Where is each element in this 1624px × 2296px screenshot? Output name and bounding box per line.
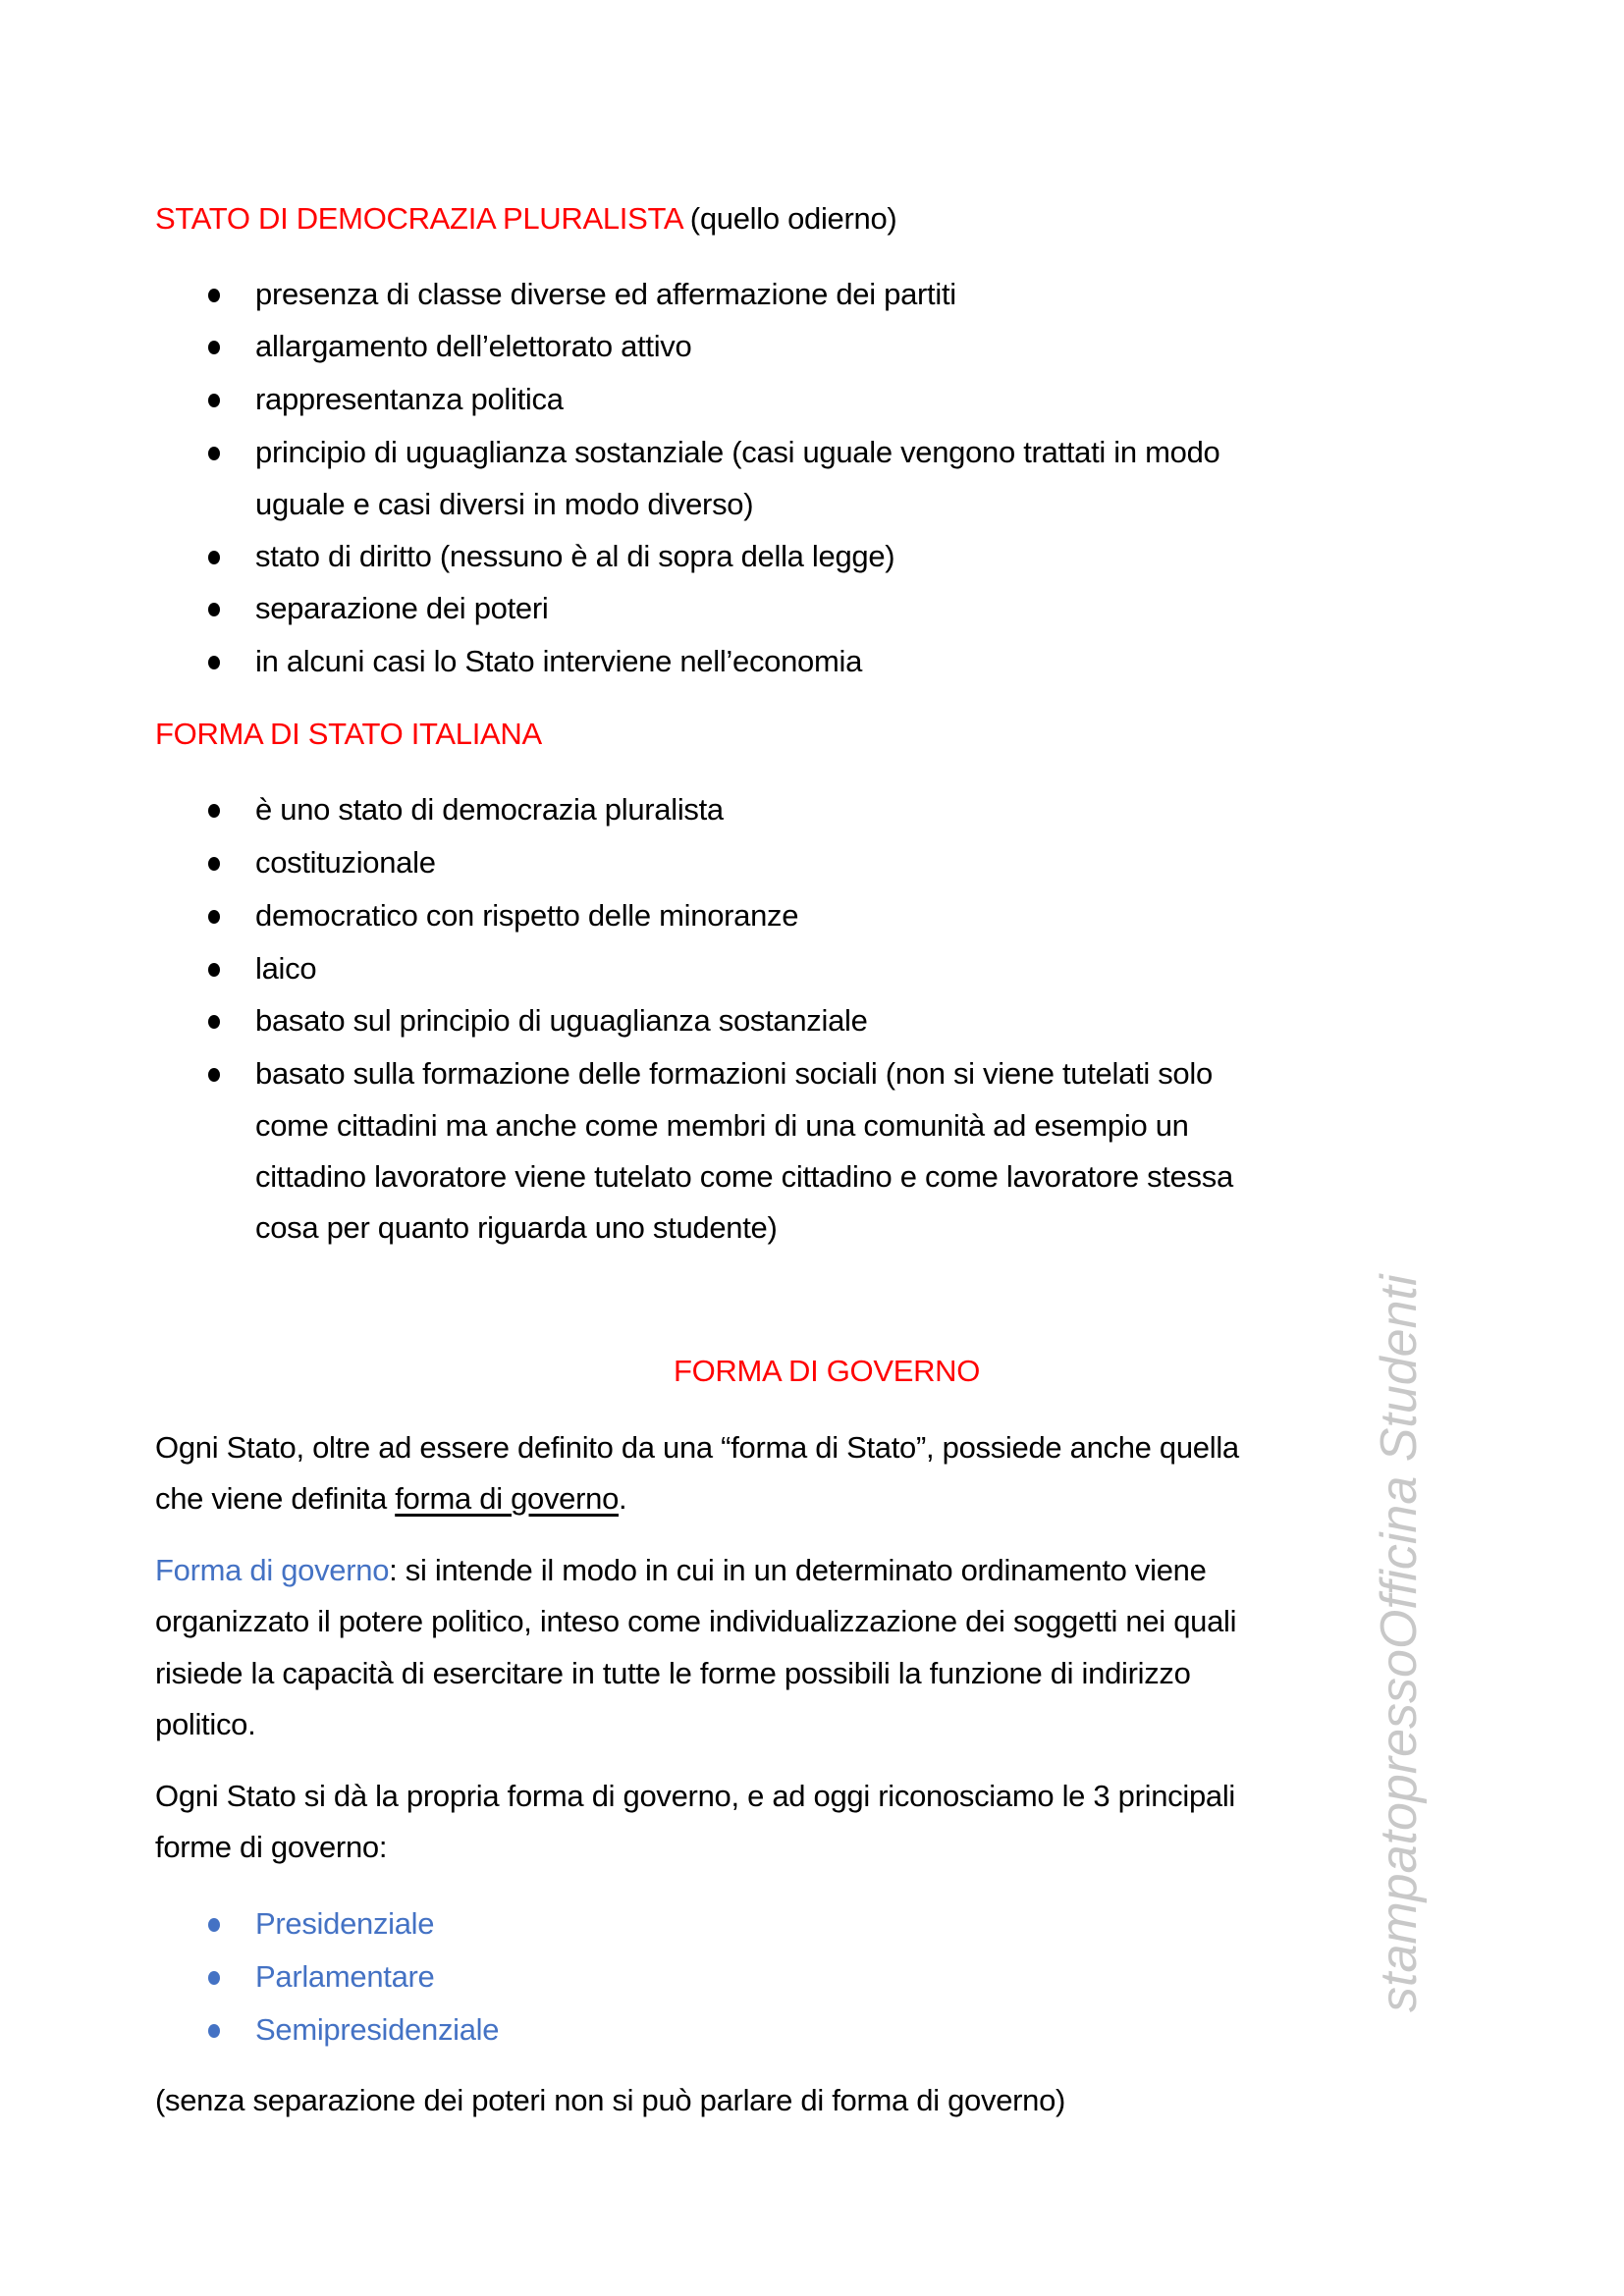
list-item-text: cittadino lavoratore viene tutelato come cittadino e come lavoratore stessa	[255, 1159, 1233, 1194]
list-item-text: basato sulla formazione delle formazioni sociali (non si viene tutelati solo	[255, 1056, 1213, 1091]
section-heading-forma-stato-italiana: FORMA DI STATO ITALIANA	[155, 717, 542, 751]
watermark: stampatopressoOfficina Studenti	[1371, 1274, 1428, 2012]
definition-line	[155, 1551, 1207, 1590]
bullet-icon	[208, 656, 220, 669]
list-item-text: principio di uguaglianza sostanziale (casi uguale vengono trattati in modo	[255, 435, 1220, 469]
paragraph-intro-line	[155, 1479, 626, 1519]
list-item-text: costituzionale	[255, 845, 436, 880]
bullet-icon	[208, 910, 220, 924]
list-item-text: Parlamentare	[255, 1959, 435, 1994]
list-item-text: è uno stato di democrazia pluralista	[255, 792, 724, 827]
list-item-text: in alcuni casi lo Stato interviene nell’economia	[255, 644, 863, 678]
definition-line: organizzato il potere politico, inteso come individualizzazione dei soggetti nei quali	[155, 1604, 1237, 1638]
list-item-text: democratico con rispetto delle minoranze	[255, 898, 799, 933]
list-item-text: laico	[255, 951, 317, 986]
heading-suffix: (quello odierno)	[681, 201, 897, 236]
bullet-icon	[208, 1918, 220, 1932]
list-item-text: stato di diritto (nessuno è al di sopra della legge)	[255, 539, 895, 573]
list-item-text: come cittadini ma anche come membri di una comunità ad esempio un	[255, 1108, 1189, 1143]
bullet-icon	[208, 2024, 220, 2038]
paragraph-intro-line: Ogni Stato, oltre ad essere definito da una “forma di Stato”, possiede anche quella	[155, 1430, 1239, 1465]
bullet-icon	[208, 1068, 220, 1082]
list-item-text: Presidenziale	[255, 1906, 435, 1941]
closing-note: (senza separazione dei poteri non si può parlare di forma di governo)	[155, 2083, 1066, 2117]
heading-text: STATO DI DEMOCRAZIA PLURALISTA	[155, 201, 682, 236]
underlined-term: forma di governo	[395, 1481, 620, 1516]
definition-term: Forma di governo	[155, 1553, 390, 1587]
list-item-text: allargamento dell’elettorato attivo	[255, 329, 692, 363]
list-item-text: presenza di classe diverse ed affermazione dei partiti	[255, 277, 956, 311]
bullet-icon	[208, 804, 220, 818]
list-item-text: cosa per quanto riguarda uno studente)	[255, 1210, 778, 1245]
list-item-text: Semipresidenziale	[255, 2012, 500, 2047]
text-run: .	[619, 1481, 627, 1516]
section-heading-democrazia-pluralista	[155, 199, 896, 239]
bullet-icon	[208, 1971, 220, 1985]
bullet-icon	[208, 963, 220, 977]
text-run: che viene definita	[155, 1481, 396, 1516]
bullet-icon	[208, 603, 220, 616]
text-run: : si intende il modo in cui in un determinato ordinamento viene	[389, 1553, 1207, 1587]
bullet-icon	[208, 394, 220, 407]
bullet-icon	[208, 341, 220, 354]
paragraph-forms-intro: Ogni Stato si dà la propria forma di governo, e ad oggi riconosciamo le 3 principali	[155, 1779, 1236, 1813]
bullet-icon	[208, 1015, 220, 1029]
bullet-icon	[208, 551, 220, 564]
definition-line: risiede la capacità di esercitare in tutte le forme possibili la funzione di indirizzo	[155, 1656, 1191, 1690]
bullet-icon	[208, 857, 220, 871]
list-item-text: basato sul principio di uguaglianza sostanziale	[255, 1003, 868, 1038]
list-item-text: separazione dei poteri	[255, 591, 549, 625]
bullet-icon	[208, 289, 220, 302]
paragraph-forms-intro: forme di governo:	[155, 1830, 388, 1864]
section-heading-forma-di-governo: FORMA DI GOVERNO	[673, 1354, 981, 1388]
list-item-text: uguale e casi diversi in modo diverso)	[255, 487, 754, 521]
list-item-text: rappresentanza politica	[255, 382, 564, 416]
bullet-icon	[208, 447, 220, 460]
definition-line: politico.	[155, 1707, 256, 1741]
